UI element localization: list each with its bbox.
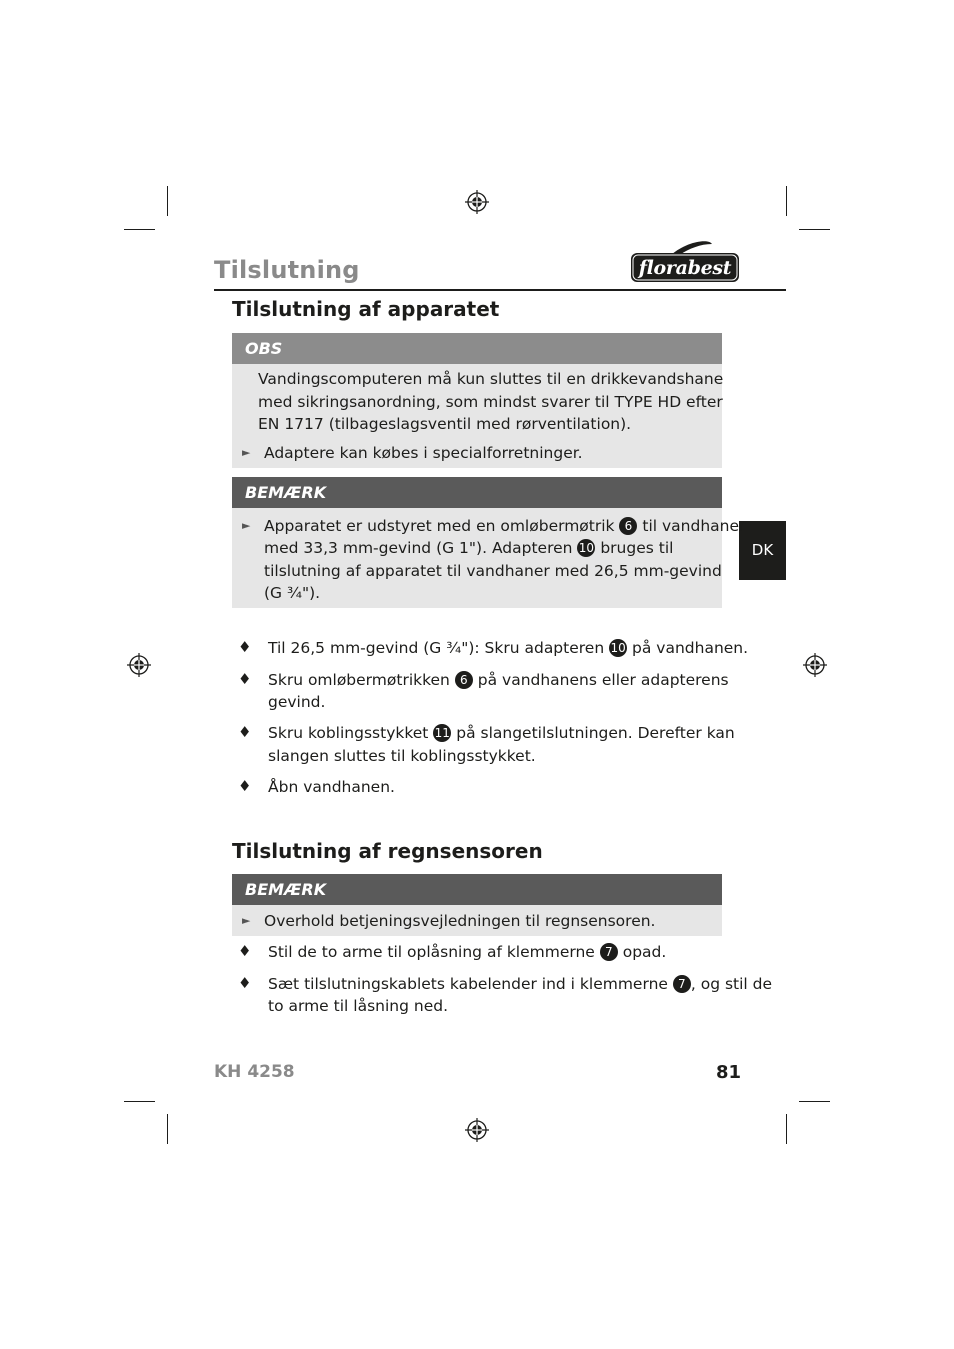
obs-bullet-text: Adaptere kan købes i specialforretninger. <box>264 444 583 462</box>
registration-mark-icon <box>127 653 151 677</box>
section-title: Tilslutning af regnsensoren <box>232 839 543 863</box>
note-line: (G ¾"). <box>264 584 321 602</box>
obs-text-line: med sikringsanordning, som mindst svarer til TYPE HD efter <box>258 393 723 411</box>
step-item-continued: to arme til låsning ned. <box>268 997 448 1015</box>
diamond-bullet-icon: ♦ <box>238 777 252 795</box>
logo-text: florabest <box>638 257 732 279</box>
crop-mark <box>124 1101 155 1102</box>
part-number-badge: 6 <box>619 517 637 535</box>
diamond-bullet-icon: ♦ <box>238 942 252 960</box>
language-tab: DK <box>739 521 786 580</box>
step-item: Skru omløbermøtrikken 6 på vandhanens eller adapterens <box>268 671 729 689</box>
part-number-badge: 7 <box>673 975 691 993</box>
step-item-continued: gevind. <box>268 693 326 711</box>
step-item: Skru koblingsstykket 11 på slangetilslutningen. Derefter kan <box>268 724 735 742</box>
diamond-bullet-icon: ♦ <box>238 638 252 656</box>
step-item: Til 26,5 mm-gevind (G ¾"): Skru adapteren 10 på vandhanen. <box>268 639 749 657</box>
crop-mark <box>786 1114 787 1144</box>
part-number-badge: 11 <box>434 726 450 740</box>
arrow-bullet-icon: ► <box>242 519 251 532</box>
obs-text-line: Vandingscomputeren må kun sluttes til en drikkevandshane <box>258 370 724 388</box>
part-number-badge: 10 <box>578 541 595 555</box>
title-rule <box>214 289 786 291</box>
note-line: tilslutning af apparatet til vandhaner med 26,5 mm-gevind <box>264 562 722 580</box>
registration-mark-icon <box>465 1118 489 1142</box>
step-item: Sæt tilslutningskablets kabelender ind i klemmerne 7 , og stil de <box>268 975 773 993</box>
arrow-bullet-icon: ► <box>242 446 251 459</box>
step-item: Åbn vandhanen. <box>268 778 395 796</box>
part-number-badge: 7 <box>600 943 618 961</box>
page-number: 81 <box>716 1062 742 1083</box>
crop-mark <box>799 229 830 230</box>
part-number-badge: 10 <box>610 641 626 655</box>
model-number: KH 4258 <box>214 1062 295 1082</box>
note-bullet-text: Overhold betjeningsvejledningen til regnsensoren. <box>264 912 656 930</box>
registration-mark-icon <box>803 653 827 677</box>
step-item: Stil de to arme til oplåsning af klemmerne 7 opad. <box>268 943 667 961</box>
registration-mark-icon <box>465 190 489 214</box>
note-line: Apparatet er udstyret med en omløbermøtrik 6 til vandhaner <box>264 517 746 535</box>
diamond-bullet-icon: ♦ <box>238 974 252 992</box>
crop-mark <box>167 1114 168 1144</box>
crop-mark <box>799 1101 830 1102</box>
florabest-logo <box>630 240 740 284</box>
obs-heading: OBS <box>232 333 722 364</box>
obs-text-line: EN 1717 (tilbageslagsventil med rørventilation). <box>258 415 632 433</box>
page-title: Tilslutning <box>214 256 360 284</box>
part-number-badge: 6 <box>455 671 473 689</box>
crop-mark <box>167 186 168 216</box>
diamond-bullet-icon: ♦ <box>238 723 252 741</box>
note-line: med 33,3 mm-gevind (G 1"). Adapteren 10 bruges til <box>264 539 674 557</box>
arrow-bullet-icon: ► <box>242 914 251 927</box>
diamond-bullet-icon: ♦ <box>238 670 252 688</box>
crop-mark <box>786 186 787 216</box>
crop-mark <box>124 229 155 230</box>
section-title: Tilslutning af apparatet <box>232 297 500 321</box>
step-item-continued: slangen sluttes til koblingsstykket. <box>268 747 536 765</box>
note-heading: BEMÆRK <box>232 874 722 905</box>
note-heading: BEMÆRK <box>232 477 722 508</box>
